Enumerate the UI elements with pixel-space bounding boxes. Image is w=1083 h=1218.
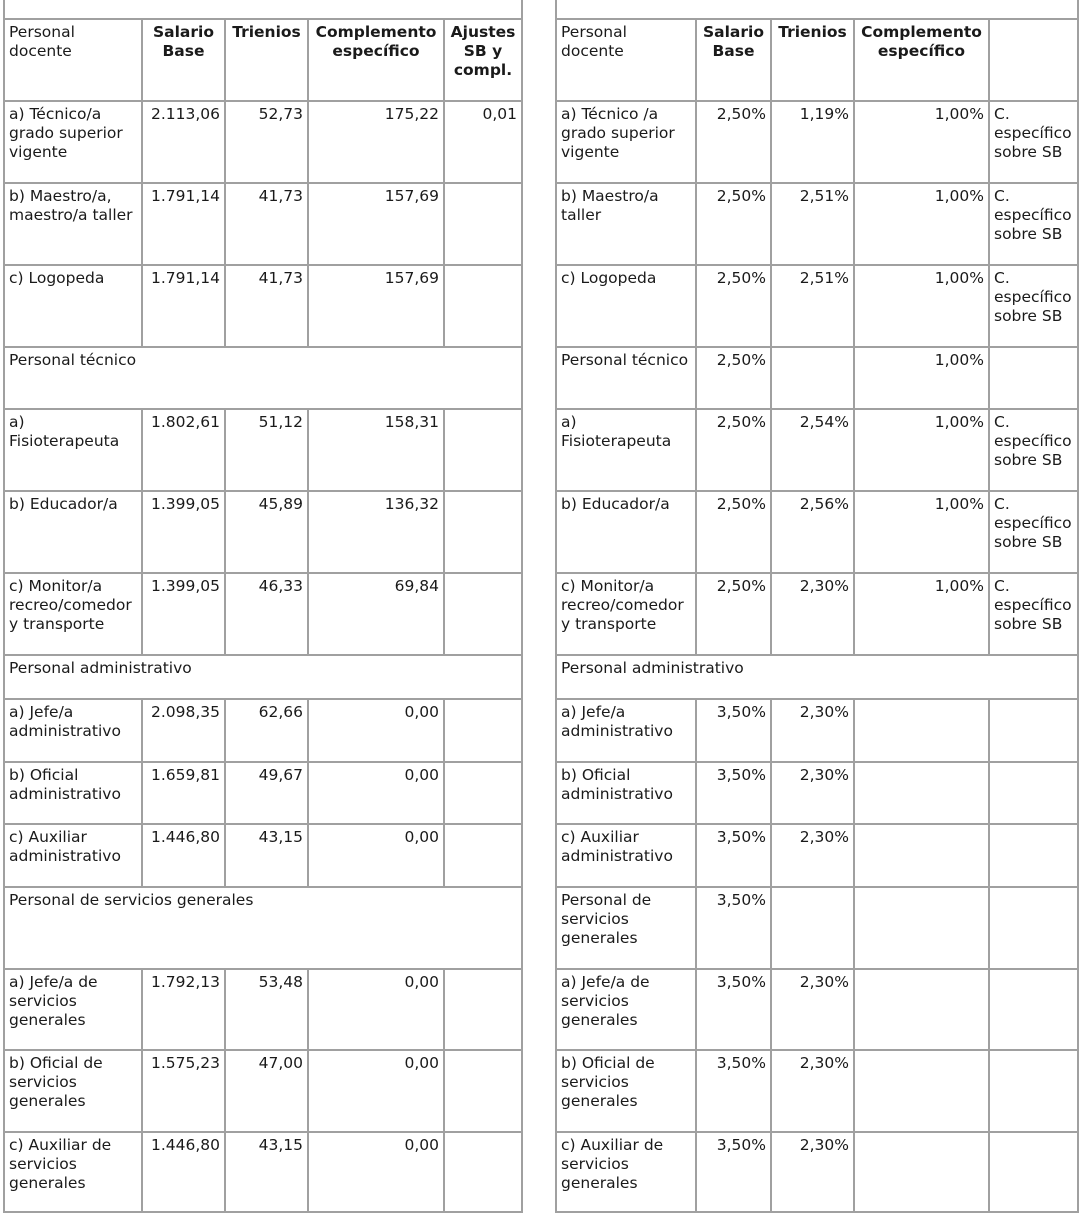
right-table-body bbox=[555, 0, 1077, 1211]
left-header-row bbox=[3, 18, 521, 100]
trienios-cell: 51,12 bbox=[224, 408, 307, 490]
row-label: c) Monitor/a recreo/comedor y transporte bbox=[555, 572, 695, 654]
table-row bbox=[3, 264, 521, 346]
complemento-cell bbox=[853, 968, 988, 1049]
row-label: b) Maestro/a taller bbox=[555, 182, 695, 264]
ajustes-cell bbox=[443, 490, 521, 572]
ajustes-cell bbox=[443, 408, 521, 490]
left-header-category: Personal docente bbox=[3, 18, 141, 100]
complemento-cell: 1,00% bbox=[853, 572, 988, 654]
trienios-cell: 53,48 bbox=[224, 968, 307, 1049]
complemento-cell bbox=[853, 823, 988, 886]
complemento-cell: 158,31 bbox=[307, 408, 443, 490]
row-label: c) Auxiliar de servicios generales bbox=[555, 1131, 695, 1211]
table-row bbox=[3, 1049, 521, 1131]
salario-base-cell: 2,50% bbox=[695, 182, 770, 264]
salario-base-cell: 2,50% bbox=[695, 572, 770, 654]
row-label: b) Oficial de servicios generales bbox=[555, 1049, 695, 1131]
complemento-cell: 1,00% bbox=[853, 100, 988, 182]
ajustes-cell bbox=[443, 761, 521, 823]
section-row bbox=[555, 654, 1077, 698]
row-label: a) Jefe/a de servicios generales bbox=[555, 968, 695, 1049]
row-label: a) Fisioterapeuta bbox=[3, 408, 141, 490]
section-row bbox=[3, 346, 521, 408]
row-label: c) Monitor/a recreo/comedor y transporte bbox=[3, 572, 141, 654]
table-row bbox=[3, 761, 521, 823]
trienios-cell bbox=[770, 346, 853, 408]
left-header-ajustes: Ajustes SB y compl. bbox=[443, 18, 521, 100]
note-cell bbox=[988, 761, 1077, 823]
salario-base-cell: 2.098,35 bbox=[141, 698, 224, 761]
trienios-cell: 45,89 bbox=[224, 490, 307, 572]
table-row bbox=[555, 490, 1077, 572]
row-label: a) Técnico /a grado superior vigente bbox=[555, 100, 695, 182]
right-header-row bbox=[555, 18, 1077, 100]
table-row bbox=[555, 698, 1077, 761]
note-cell bbox=[988, 1049, 1077, 1131]
table-row bbox=[3, 490, 521, 572]
row-label: b) Oficial administrativo bbox=[3, 761, 141, 823]
complemento-cell: 0,00 bbox=[307, 698, 443, 761]
right-header-trienios: Trienios bbox=[770, 18, 853, 100]
complemento-cell: 1,00% bbox=[853, 408, 988, 490]
table-row bbox=[3, 572, 521, 654]
complemento-cell: 0,00 bbox=[307, 968, 443, 1049]
right-header-complemento: Complemento específico bbox=[853, 18, 988, 100]
table-row bbox=[555, 572, 1077, 654]
ajustes-cell bbox=[443, 698, 521, 761]
trienios-cell: 2,30% bbox=[770, 761, 853, 823]
salario-base-cell: 1.446,80 bbox=[141, 1131, 224, 1211]
row-label: b) Oficial de servicios generales bbox=[3, 1049, 141, 1131]
complemento-cell bbox=[853, 1131, 988, 1211]
salario-base-cell: 2.113,06 bbox=[141, 100, 224, 182]
trienios-cell: 1,19% bbox=[770, 100, 853, 182]
row-label: c) Auxiliar de servicios generales bbox=[3, 1131, 141, 1211]
row-label: c) Logopeda bbox=[3, 264, 141, 346]
table-row bbox=[3, 100, 521, 182]
table-row bbox=[555, 823, 1077, 886]
table-row bbox=[3, 698, 521, 761]
right-header-salario-base: Salario Base bbox=[695, 18, 770, 100]
trienios-cell: 43,15 bbox=[224, 1131, 307, 1211]
trienios-cell: 2,30% bbox=[770, 1131, 853, 1211]
row-label: b) Oficial administrativo bbox=[555, 761, 695, 823]
complemento-cell bbox=[853, 761, 988, 823]
complemento-cell: 0,00 bbox=[307, 1131, 443, 1211]
salario-base-cell: 1.791,14 bbox=[141, 264, 224, 346]
salario-base-cell: 3,50% bbox=[695, 823, 770, 886]
table-row bbox=[555, 968, 1077, 1049]
note-cell bbox=[988, 823, 1077, 886]
note-cell: C. específico sobre SB bbox=[988, 408, 1077, 490]
trienios-cell bbox=[770, 886, 853, 968]
salario-base-cell: 2,50% bbox=[695, 264, 770, 346]
complemento-cell: 136,32 bbox=[307, 490, 443, 572]
table-row bbox=[555, 1049, 1077, 1131]
complemento-cell: 1,00% bbox=[853, 182, 988, 264]
trienios-cell: 41,73 bbox=[224, 264, 307, 346]
note-cell bbox=[988, 698, 1077, 761]
salario-base-cell: 2,50% bbox=[695, 490, 770, 572]
note-cell: C. específico sobre SB bbox=[988, 264, 1077, 346]
left-header-salario-base: Salario Base bbox=[141, 18, 224, 100]
ajustes-cell bbox=[443, 1131, 521, 1211]
trienios-cell: 2,30% bbox=[770, 698, 853, 761]
trienios-cell: 62,66 bbox=[224, 698, 307, 761]
salario-base-cell: 3,50% bbox=[695, 698, 770, 761]
table-row bbox=[555, 264, 1077, 346]
section-heading: Personal de servicios generales bbox=[3, 886, 521, 968]
ajustes-cell bbox=[443, 572, 521, 654]
salario-base-cell: 1.792,13 bbox=[141, 968, 224, 1049]
complemento-cell: 1,00% bbox=[853, 490, 988, 572]
salario-base-cell: 3,50% bbox=[695, 886, 770, 968]
left-top-spacer bbox=[3, 0, 521, 18]
right-header-extra bbox=[988, 18, 1077, 100]
note-cell bbox=[988, 1131, 1077, 1211]
section-heading: Personal técnico bbox=[3, 346, 521, 408]
complemento-cell: 1,00% bbox=[853, 346, 988, 408]
trienios-cell: 2,56% bbox=[770, 490, 853, 572]
table-row bbox=[3, 968, 521, 1049]
trienios-cell: 2,54% bbox=[770, 408, 853, 490]
row-label: a) Jefe/a administrativo bbox=[555, 698, 695, 761]
table-row bbox=[555, 886, 1077, 968]
salario-base-cell: 3,50% bbox=[695, 1049, 770, 1131]
note-cell bbox=[988, 346, 1077, 408]
table-row bbox=[3, 408, 521, 490]
section-heading: Personal administrativo bbox=[3, 654, 521, 698]
trienios-cell: 2,30% bbox=[770, 968, 853, 1049]
complemento-cell: 175,22 bbox=[307, 100, 443, 182]
salario-base-cell: 1.446,80 bbox=[141, 823, 224, 886]
salario-base-cell: 1.399,05 bbox=[141, 490, 224, 572]
salario-base-cell: 1.575,23 bbox=[141, 1049, 224, 1131]
row-label: a) Técnico/a grado superior vigente bbox=[3, 100, 141, 182]
note-cell: C. específico sobre SB bbox=[988, 100, 1077, 182]
right-percentage-table bbox=[555, 0, 1079, 1213]
salario-base-cell: 3,50% bbox=[695, 1131, 770, 1211]
trienios-cell: 46,33 bbox=[224, 572, 307, 654]
row-label: b) Educador/a bbox=[555, 490, 695, 572]
note-cell bbox=[988, 968, 1077, 1049]
row-label: a) Jefe/a administrativo bbox=[3, 698, 141, 761]
trienios-cell: 2,51% bbox=[770, 264, 853, 346]
left-header-complemento: Complemento específico bbox=[307, 18, 443, 100]
row-label: b) Maestro/a, maestro/a taller bbox=[3, 182, 141, 264]
ajustes-cell bbox=[443, 1049, 521, 1131]
row-label: a) Jefe/a de servicios generales bbox=[3, 968, 141, 1049]
salario-base-cell: 2,50% bbox=[695, 346, 770, 408]
complemento-cell: 157,69 bbox=[307, 182, 443, 264]
complemento-cell: 1,00% bbox=[853, 264, 988, 346]
complemento-cell: 0,00 bbox=[307, 823, 443, 886]
table-row bbox=[555, 761, 1077, 823]
salario-base-cell: 3,50% bbox=[695, 968, 770, 1049]
complemento-cell: 69,84 bbox=[307, 572, 443, 654]
complemento-cell: 0,00 bbox=[307, 1049, 443, 1131]
complemento-cell: 0,00 bbox=[307, 761, 443, 823]
complemento-cell bbox=[853, 698, 988, 761]
salario-base-cell: 3,50% bbox=[695, 761, 770, 823]
salario-base-cell: 1.659,81 bbox=[141, 761, 224, 823]
salario-base-cell: 1.399,05 bbox=[141, 572, 224, 654]
ajustes-cell bbox=[443, 968, 521, 1049]
note-cell: C. específico sobre SB bbox=[988, 572, 1077, 654]
ajustes-cell bbox=[443, 182, 521, 264]
salario-base-cell: 2,50% bbox=[695, 100, 770, 182]
row-label: c) Auxiliar administrativo bbox=[555, 823, 695, 886]
right-top-spacer bbox=[555, 0, 1077, 18]
left-header-trienios: Trienios bbox=[224, 18, 307, 100]
row-label: b) Educador/a bbox=[3, 490, 141, 572]
row-label: c) Logopeda bbox=[555, 264, 695, 346]
left-salary-table bbox=[3, 0, 523, 1213]
row-label: Personal de servicios generales bbox=[555, 886, 695, 968]
table-row bbox=[3, 1131, 521, 1211]
trienios-cell: 2,30% bbox=[770, 823, 853, 886]
salario-base-cell: 2,50% bbox=[695, 408, 770, 490]
section-heading: Personal administrativo bbox=[555, 654, 1077, 698]
left-table-body bbox=[3, 0, 521, 1211]
trienios-cell: 43,15 bbox=[224, 823, 307, 886]
note-cell bbox=[988, 886, 1077, 968]
trienios-cell: 41,73 bbox=[224, 182, 307, 264]
table-row bbox=[555, 408, 1077, 490]
salario-base-cell: 1.802,61 bbox=[141, 408, 224, 490]
complemento-cell bbox=[853, 1049, 988, 1131]
table-row bbox=[555, 100, 1077, 182]
table-row bbox=[3, 823, 521, 886]
ajustes-cell bbox=[443, 264, 521, 346]
trienios-cell: 2,30% bbox=[770, 1049, 853, 1131]
trienios-cell: 2,51% bbox=[770, 182, 853, 264]
table-row bbox=[555, 1131, 1077, 1211]
trienios-cell: 47,00 bbox=[224, 1049, 307, 1131]
salario-base-cell: 1.791,14 bbox=[141, 182, 224, 264]
complemento-cell bbox=[853, 886, 988, 968]
row-label: a) Fisioterapeuta bbox=[555, 408, 695, 490]
section-row bbox=[3, 886, 521, 968]
trienios-cell: 2,30% bbox=[770, 572, 853, 654]
note-cell: C. específico sobre SB bbox=[988, 490, 1077, 572]
row-label: Personal técnico bbox=[555, 346, 695, 408]
right-header-category: Personal docente bbox=[555, 18, 695, 100]
row-label: c) Auxiliar administrativo bbox=[3, 823, 141, 886]
note-cell: C. específico sobre SB bbox=[988, 182, 1077, 264]
table-row bbox=[3, 182, 521, 264]
table-row bbox=[555, 346, 1077, 408]
ajustes-cell bbox=[443, 823, 521, 886]
table-row bbox=[555, 182, 1077, 264]
trienios-cell: 49,67 bbox=[224, 761, 307, 823]
complemento-cell: 157,69 bbox=[307, 264, 443, 346]
trienios-cell: 52,73 bbox=[224, 100, 307, 182]
ajustes-cell: 0,01 bbox=[443, 100, 521, 182]
section-row bbox=[3, 654, 521, 698]
